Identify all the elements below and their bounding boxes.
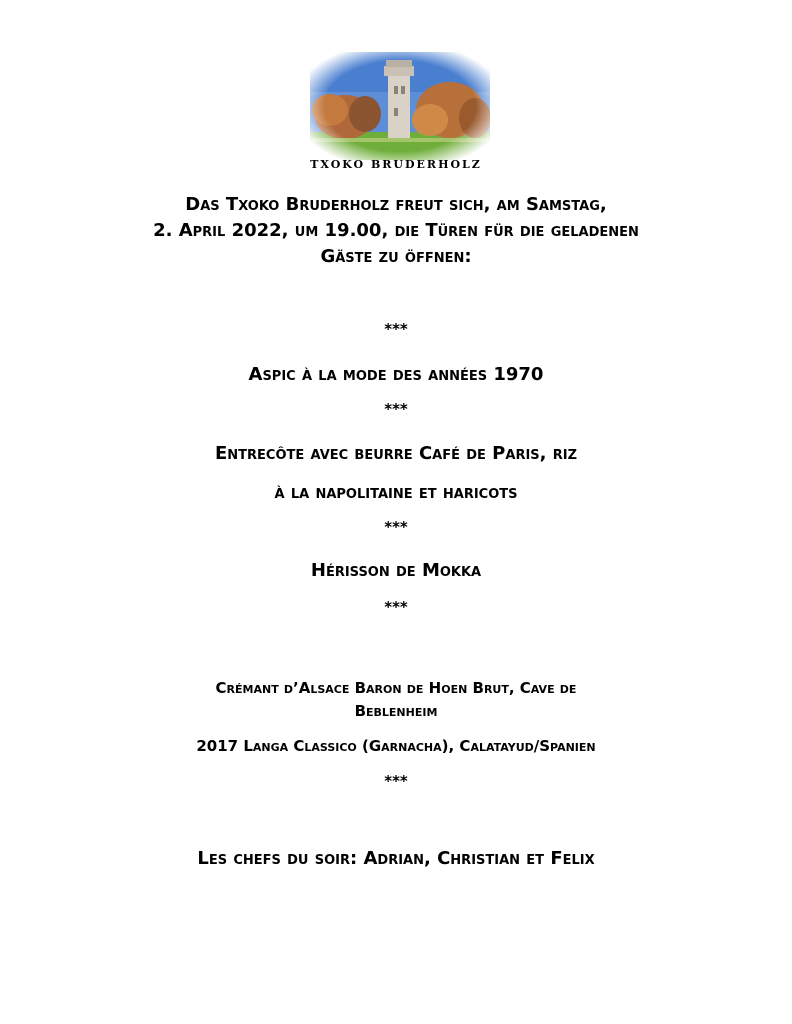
course-dessert: Hérisson de Mokka xyxy=(310,560,482,581)
intro-line-1: Das Txoko Bruderholz freut sich, am Samstag, xyxy=(185,194,607,215)
course-aspic: Aspic à la mode des années 1970 xyxy=(248,364,544,385)
course-entrecote-line-2: à la napolitaine et haricots xyxy=(274,482,518,503)
tower-landscape-illustration xyxy=(310,52,490,160)
wine-2: 2017 Langa Classico (Garnacha), Calatayud/Spanien xyxy=(196,737,596,755)
intro-line-2: 2. April 2022, um 19.00, die Türen für die geladenen xyxy=(153,220,639,241)
separator: *** xyxy=(384,772,408,790)
wine-1-line-1: Crémant d’Alsace Baron de Hoen Brut, Cave de xyxy=(215,679,577,697)
separator: *** xyxy=(384,320,408,338)
chefs-line: Les chefs du soir: Adrian, Christian et Felix xyxy=(197,848,595,869)
wine-1-line-2: Beblenheim xyxy=(354,702,438,720)
separator: *** xyxy=(384,400,408,418)
separator: *** xyxy=(384,598,408,616)
logo-caption: TXOKO BRUDERHOLZ xyxy=(310,158,482,171)
separator: *** xyxy=(384,518,408,536)
course-entrecote-line-1: Entrecôte avec beurre Café de Paris, riz xyxy=(214,443,578,464)
intro-line-3: Gäste zu öffnen: xyxy=(320,246,472,267)
logo-image xyxy=(310,52,490,160)
